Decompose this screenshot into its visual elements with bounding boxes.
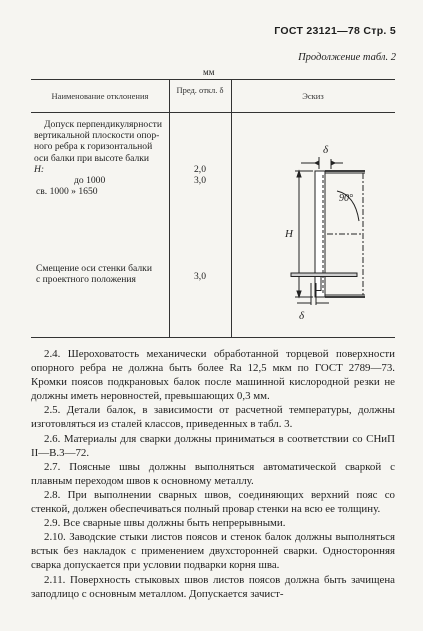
row1-name-line: Допуск перпендикулярности	[44, 119, 162, 130]
body-text	[31, 347, 395, 601]
sketch1-height-label: H	[285, 228, 293, 240]
paragraph: 2.6. Материалы для сварки должны приниматься в соответствии со СНиП II—В.3—72.	[31, 432, 395, 459]
web-offset-sketch	[285, 265, 361, 323]
sketch1-angle-label: 90°	[339, 193, 353, 204]
row1-value: 2,0	[194, 164, 206, 175]
row1-name	[34, 119, 168, 197]
paragraph: 2.4. Шероховатость механически обработанной торцевой поверхности опорного ребра не должна быть более Ra 12,5 мкм по ГОСТ 2789—73. Кромки поясов подкрановых балок после машинной кислородной резки не должны иметь неровностей, превышающих 0,3 мм.	[31, 348, 395, 403]
table-continuation-label: Продолжение табл. 2	[298, 52, 396, 63]
sketch2-delta-label: δ	[299, 310, 305, 322]
table-header-rule	[31, 112, 395, 113]
paragraph: 2.10. Заводские стыки листов поясов и стенок балок должны выполняться встык без накладок с применением двухсторонней сварки. Односторонняя сварка допускается при условии подварки корня шва.	[31, 531, 395, 572]
row1-name-line: оси балки при высоте балки	[34, 152, 150, 164]
row1-subitem: до 1000	[74, 175, 106, 187]
row1-name-line: ного ребра к горизонтальной	[34, 141, 153, 153]
row1-name-line: вертикальной плоскости опор-	[34, 130, 160, 142]
paragraph: 2.5. Детали балок, в зависимости от расчетной температуры, должны изготовляться из сталей классов, приведенных в табл. 3.	[31, 404, 395, 431]
sketch1-delta-label: δ	[323, 144, 329, 156]
row1-subitem: св. 1000 » 1650	[36, 186, 98, 198]
row2-value: 3,0	[194, 271, 206, 282]
table-col-divider	[169, 79, 170, 338]
paragraph: 2.7. Поясные швы должны выполняться автоматической сваркой с плавным переходом швов к основному металлу.	[31, 460, 395, 487]
page-header: ГОСТ 23121—78 Стр. 5	[274, 25, 396, 37]
col-header-name: Наименование отклонения	[51, 91, 149, 101]
table-col-divider	[231, 79, 232, 338]
row1-value: 3,0	[194, 175, 206, 186]
table-top-rule	[31, 79, 395, 80]
row2-name	[34, 263, 168, 285]
col-header-deviation: Пред. откл. δ	[176, 85, 224, 95]
paragraph: 2.9. Все сварные швы должны быть непрерывными.	[44, 517, 286, 530]
table-bottom-rule	[31, 337, 395, 338]
deviation-table	[31, 79, 395, 338]
col-header-sketch: Эскиз	[302, 91, 324, 101]
row1-name-line: H:	[34, 163, 45, 175]
row2-name-line: с проектного положения	[36, 274, 136, 286]
unit-label: мм	[203, 67, 215, 77]
paragraph: 2.8. При выполнении сварных швов, соединяющих верхний пояс со стенкой, должен обеспечиваться полный провар стенки на всю ее толщину.	[31, 488, 395, 516]
row2-name-line: Смещение оси стенки балки	[36, 263, 152, 274]
paragraph: 2.11. Поверхность стыковых швов листов поясов должна быть зачищена заподлицо с основным металлом. Допускается зачист-	[31, 573, 395, 600]
